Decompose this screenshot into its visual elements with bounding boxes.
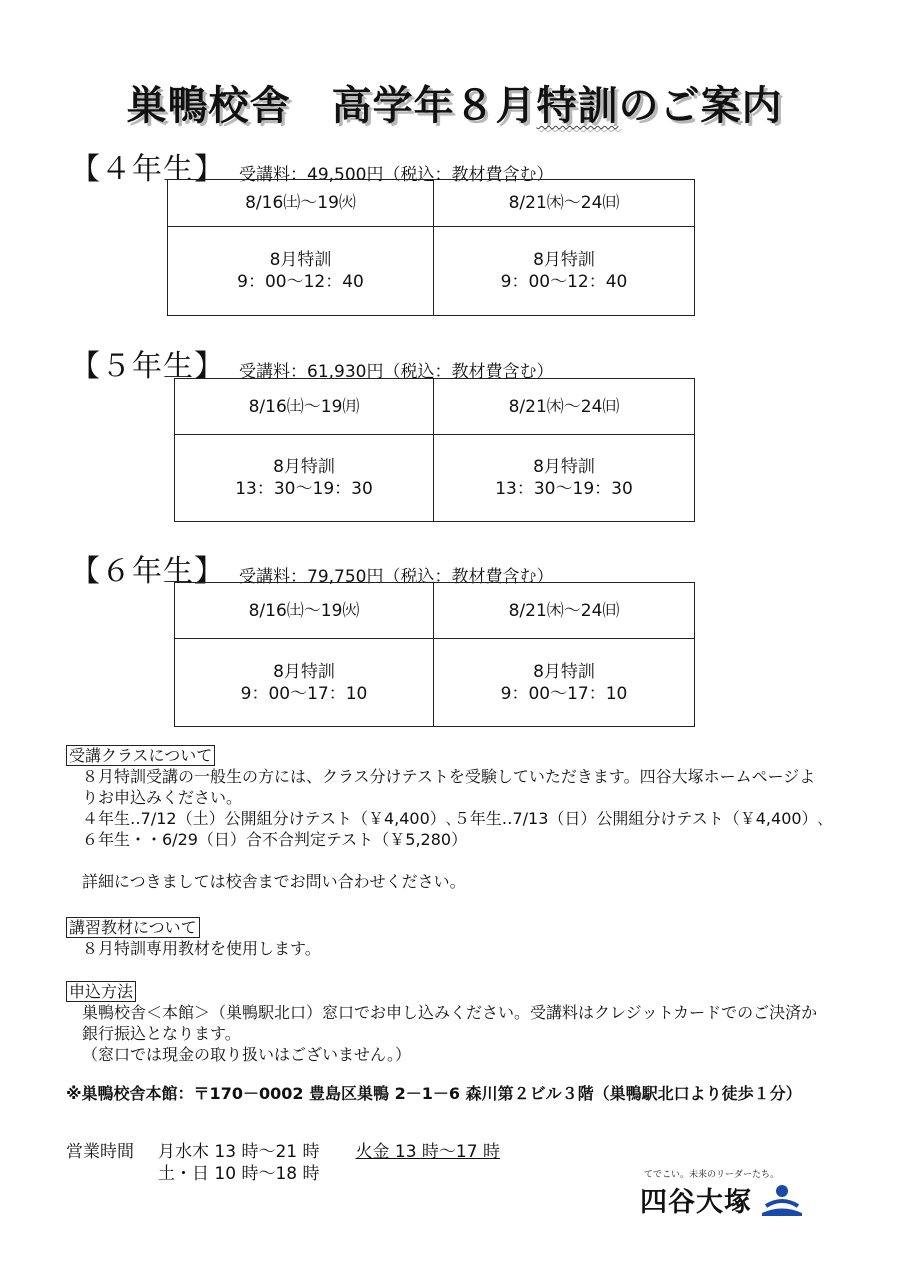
session-name: 8月特訓 (269, 250, 332, 270)
grade-label: 【６年生】 (70, 554, 225, 589)
material-section (66, 917, 866, 959)
fee-text: 受講料：61,930円（税込：教材費含む） (239, 362, 554, 382)
section-heading: 講習教材について (66, 917, 200, 938)
session-time: 9：00～12：40 (237, 272, 364, 292)
date-cell: 8/21㈭～24㈰ (434, 583, 695, 639)
logo-mark-icon (760, 1182, 804, 1218)
session-time: 9：00～17：10 (500, 683, 628, 704)
hours-line: 火金 13 時～17 時 (355, 1142, 500, 1162)
paragraph-line: 巣鴨校舎＜本館＞（巣鴨駅北口）窓口でお申し込みください。受講料はクレジットカードでのご決済か (82, 1003, 818, 1022)
session-time: 9：00～12：40 (500, 272, 628, 292)
paragraph-line: 詳細につきましては校舎までお問い合わせください。 (82, 872, 466, 891)
session-name: 8月特訓 (273, 661, 335, 682)
date-cell: 8/16㈯～19㈫ (175, 583, 434, 639)
address-note: ※巣鴨校舎本館：〒170－0002 豊島区巣鴨 2－1－6 森川第２ビル３階（巣鴨駅北口より徒歩１分） (66, 1084, 802, 1103)
paragraph-line: ４年生‥7/12（土）公開組分けテスト（￥4,400）､５年生‥7/13（日）公開組分けテスト（￥4,400）､ (82, 809, 826, 828)
session-cell (168, 227, 434, 316)
session-name: 8月特訓 (533, 457, 595, 477)
date-cell: 8/21㈭～24㈰ (434, 180, 695, 227)
section-heading: 受講クラスについて (66, 745, 215, 766)
paragraph-line: ８月特訓受講の一般生の方には、クラス分けテストを受験していただきます。四谷大塚ホームページよ (82, 767, 816, 786)
session-name: 8月特訓 (273, 457, 335, 477)
grade-label: 【５年生】 (70, 349, 225, 384)
date-cell: 8/16㈯～19㈫ (168, 180, 434, 227)
session-cell (434, 639, 695, 727)
hours-line: 土・日 10 時～18 時 (158, 1164, 320, 1184)
logo-tagline: てでこい。未来のリーダーたち。 (644, 1170, 780, 1180)
paragraph-line: ８月特訓専用教材を使用します。 (82, 939, 321, 958)
paragraph-line: 銀行振込となります。 (82, 1024, 241, 1043)
fee-text: 受講料：79,750円（税込：教材費含む） (239, 567, 554, 587)
session-name: 8月特訓 (533, 250, 595, 270)
grade-label: 【４年生】 (70, 152, 225, 187)
session-name: 8月特訓 (533, 661, 595, 682)
page-title: 巣鴨校舎 高学年８月特訓のご案内 (126, 83, 783, 129)
grade-4-schedule-table (167, 179, 695, 316)
section-heading: 申込方法 (66, 981, 136, 1002)
hours-line: 月水木 13 時～21 時 (158, 1142, 320, 1162)
session-time: 9：00～17：10 (240, 683, 368, 704)
paragraph-line: りお申込みください。 (82, 788, 243, 807)
hours-label: 営業時間 (66, 1142, 134, 1162)
fee-text: 受講料：49,500円（税込：教材費含む） (239, 165, 554, 185)
paragraph-line: ６年生・・6/29（日）合不合判定テスト（￥5,280） (82, 830, 468, 849)
session-cell (175, 435, 434, 522)
class-info-section (66, 745, 866, 892)
session-time: 13：30～19：30 (495, 479, 633, 499)
date-cell: 8/21㈭～24㈰ (434, 379, 695, 435)
session-cell (434, 435, 695, 522)
date-cell: 8/16㈯～19㈪ (175, 379, 434, 435)
logo-text: 四谷大塚 (640, 1187, 752, 1218)
business-hours (66, 1141, 500, 1185)
session-cell (434, 227, 695, 316)
yotsuya-otsuka-logo (640, 1167, 840, 1219)
application-section (66, 981, 866, 1065)
session-time: 13：30～19：30 (235, 479, 373, 499)
grade-5-schedule-table (174, 378, 695, 522)
paragraph-line: （窓口では現金の取り扱いはございません。） (82, 1045, 411, 1064)
session-cell (175, 639, 434, 727)
grade-6-schedule-table (174, 582, 695, 727)
